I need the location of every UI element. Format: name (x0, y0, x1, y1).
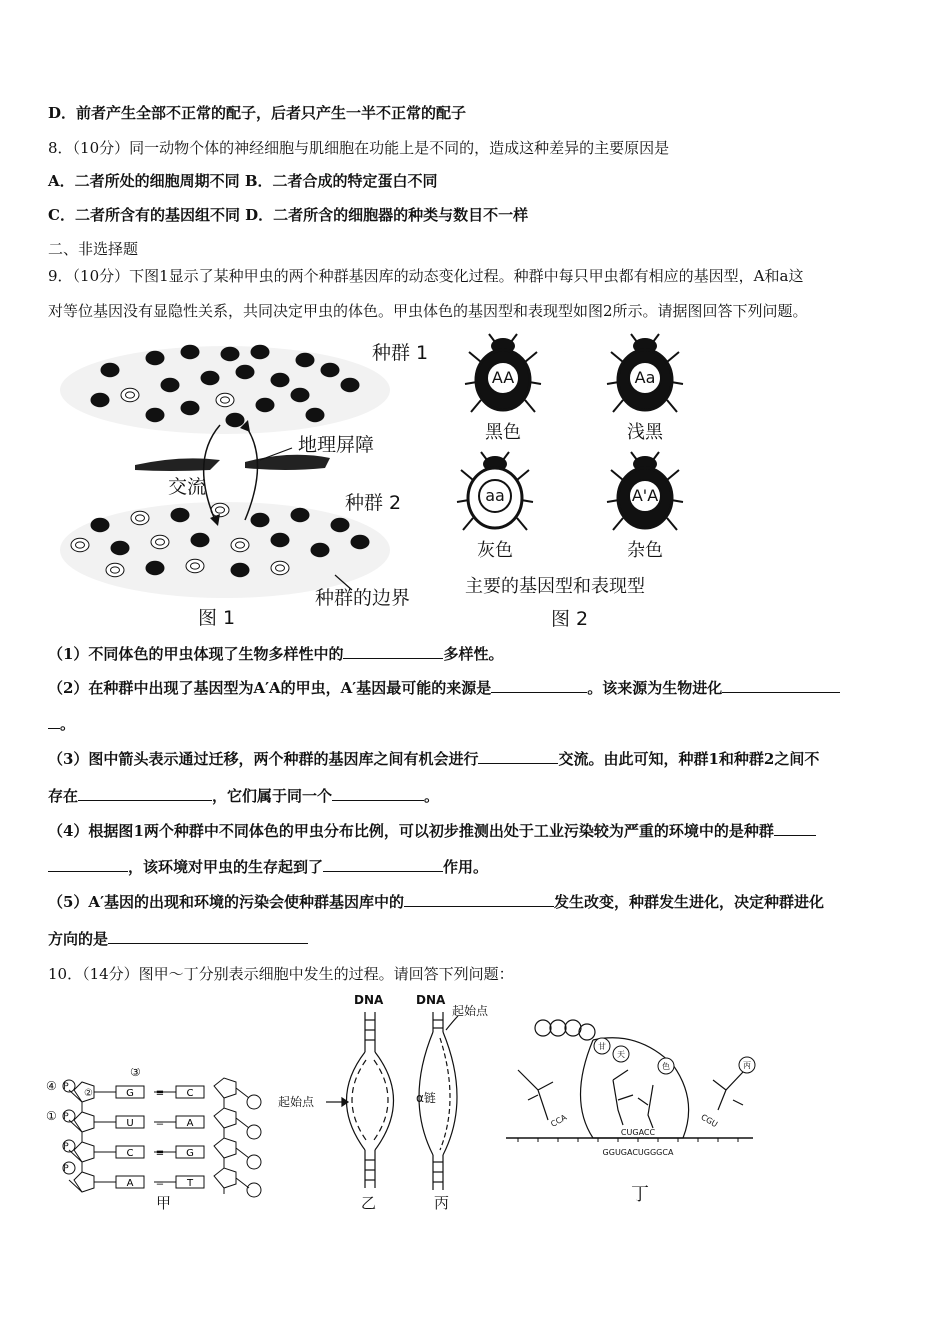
figure-1 (60, 330, 450, 630)
exchange-label: 交流 (168, 476, 207, 498)
phenotype-label: 黑色 (485, 422, 521, 443)
q9-s3-tail: 。 (424, 787, 440, 805)
genotype-label: AA (491, 368, 515, 387)
figure-2-caption: 图 2 (551, 608, 589, 630)
beetle-mark (181, 401, 199, 415)
mark-3: ③ (130, 1068, 141, 1079)
mrna-sequence: GGUGACUGGGCA (602, 1148, 674, 1157)
beetle-mark (306, 408, 324, 422)
bing-dna-label: DNA (416, 993, 446, 1007)
barrier-label: 地理屏障 (298, 434, 375, 456)
beetle-mark (331, 518, 349, 532)
yi-origin-label: 起始点 (278, 1095, 315, 1109)
phenotype-label: 灰色 (477, 540, 513, 561)
beetle-figure-aa (605, 332, 685, 447)
answer-blank[interactable] (332, 786, 424, 801)
hydrogen-bond: ≡ (155, 1148, 165, 1159)
hydrogen-bond: = (155, 1178, 165, 1189)
answer-blank[interactable] (108, 929, 308, 944)
q7-option-d: D．前者产生全部不正常的配子，后者只产生一半不正常的配子 (48, 104, 467, 122)
beetle-mark (131, 511, 149, 525)
beetle-mark (226, 413, 244, 427)
answer-blank[interactable] (722, 678, 840, 693)
answer-blank[interactable] (774, 821, 816, 836)
q9-s4-tail: 作用。 (443, 858, 489, 876)
figure-jia (44, 1068, 274, 1218)
q9-s3-mid: 交流。由此可知，种群1和种群2之间不 (558, 750, 820, 768)
beetle-mark (186, 559, 204, 573)
beetle-mark (181, 345, 199, 359)
q9-sub-2 (48, 677, 840, 698)
base-left: C (126, 1148, 134, 1159)
beetle-mark (151, 535, 169, 549)
mark-1: ① (46, 1109, 57, 1123)
q8-options-ab: A．二者所处的细胞周期不同 B．二者合成的特定蛋白不同 (48, 172, 438, 190)
phosphate-3: P (63, 1142, 69, 1152)
pop1-label: 种群 1 (372, 342, 429, 364)
beetle-mark (321, 363, 339, 377)
figure-bing (410, 990, 510, 1215)
beetle-mark (251, 513, 269, 527)
genotype-label: Aa (634, 368, 656, 387)
base-right: T (186, 1178, 194, 1189)
q9-sub-3 (48, 748, 819, 769)
base-right: G (186, 1148, 194, 1159)
q9-sub-3-cont (48, 785, 439, 806)
yi-dna-label: DNA (354, 993, 384, 1007)
hydrogen-bond: = (155, 1118, 165, 1129)
base-right: C (186, 1088, 194, 1099)
q8-options-cd: C．二者所含有的基因组不同 D．二者所含的细胞器的种类与数目不一样 (48, 206, 529, 224)
beetle-mark (271, 561, 289, 575)
beetle-mark (101, 363, 119, 377)
beetle-mark (291, 508, 309, 522)
beetle-mark (191, 533, 209, 547)
figure-yi-caption: 乙 (361, 1194, 377, 1212)
answer-blank[interactable] (78, 786, 212, 801)
q9-s3-same: ，它们属于同一个 (212, 787, 333, 805)
q9-stem-2: 对等位基因没有显隐性关系，共同决定甲虫的体色。甲虫体色的基因型和表现型如图2所示。请据图回答下列问题。 (48, 302, 808, 320)
anticodon-3: CGU (699, 1112, 720, 1130)
amino-acid-1: 甘 (598, 1042, 606, 1051)
answer-blank[interactable] (48, 857, 128, 872)
beetle-mark (251, 345, 269, 359)
section-heading: 二、非选择题 (48, 240, 139, 258)
q9-s5-text: （5）A′基因的出现和环境的污染会使种群基因库中的 (48, 893, 405, 911)
q9-stem-1: 9．（10分）下图1显示了某种甲虫的两个种群基因库的动态变化过程。种群中每只甲虫都有相应的基因型，A和a这 (48, 267, 804, 285)
figure-2-subtitle: 主要的基因型和表现型 (465, 576, 645, 597)
base-left: G (126, 1088, 134, 1099)
figure-2 (455, 332, 705, 632)
beetle-figure-aa (455, 450, 535, 565)
beetle-mark (171, 508, 189, 522)
beetle-mark (231, 563, 249, 577)
base-right: A (186, 1118, 194, 1129)
answer-blank[interactable] (478, 749, 558, 764)
genotype-label: A'A (631, 486, 659, 505)
boundary-label: 种群的边界 (315, 587, 411, 609)
q9-s5-mid: 发生改变，种群发生进化，决定种群进化 (554, 893, 825, 911)
figure-jia-caption: 甲 (156, 1194, 172, 1212)
answer-blank[interactable] (404, 892, 554, 907)
beetle-figure-aa (463, 332, 543, 447)
q9-s2-text: （2）在种群中出现了基因型为A′A的甲虫，A′基因最可能的来源是 (48, 679, 492, 697)
beetle-mark (146, 561, 164, 575)
q9-s1-text: （1）不同体色的甲虫体现了生物多样性中的 (48, 645, 344, 663)
q9-sub-5 (48, 891, 824, 912)
q9-sub-4 (48, 820, 816, 841)
q9-s3-exist: 存在 (48, 787, 79, 805)
beetle-mark (231, 538, 249, 552)
beetle-mark (111, 541, 129, 555)
answer-blank[interactable] (491, 678, 587, 693)
beetle-mark (71, 538, 89, 552)
q9-s2-tail: 。 (60, 715, 76, 733)
beetle-mark (91, 518, 109, 532)
figure-ding-caption: 丁 (631, 1184, 649, 1205)
amino-acid-4: 丙 (743, 1061, 751, 1070)
figure-yi (278, 990, 398, 1215)
q9-sub-5-cont (48, 928, 308, 949)
beetle-mark (311, 543, 329, 557)
figure-bing-caption: 丙 (434, 1194, 450, 1212)
q10-stem: 10．（14分）图甲～丁分别表示细胞中发生的过程。请回答下列问题： (48, 965, 514, 983)
beetle-mark (291, 388, 309, 402)
anticodon-1: CCA (549, 1112, 569, 1129)
beetle-mark (216, 393, 234, 407)
genotype-label: aa (485, 486, 505, 505)
phenotype-label: 浅黑 (627, 422, 663, 443)
figure-ding (498, 1010, 763, 1210)
beetle-mark (146, 408, 164, 422)
amino-acid-2: 天 (617, 1050, 625, 1059)
phosphate-1: P (63, 1082, 69, 1092)
anticodon-2: CUGACC (620, 1128, 656, 1137)
beetle-mark (201, 371, 219, 385)
beetle-mark (121, 388, 139, 402)
base-left: A (126, 1178, 134, 1189)
beetle-mark (161, 378, 179, 392)
phosphate-2: P (63, 1112, 69, 1122)
q9-s5-tail: 方向的是 (48, 930, 109, 948)
q9-sub-2-cont (48, 713, 75, 734)
answer-blank[interactable] (343, 644, 443, 659)
beetle-figure-apa (605, 450, 685, 565)
beetle-mark (351, 535, 369, 549)
beetle-mark (146, 351, 164, 365)
bing-origin-label: 起始点 (452, 1004, 489, 1018)
mark-2: ② (84, 1088, 93, 1099)
q9-s4-mid: ，该环境对甲虫的生存起到了 (128, 858, 324, 876)
answer-blank[interactable] (48, 714, 60, 729)
amino-acid-3: 色 (662, 1062, 670, 1071)
base-left: U (126, 1118, 134, 1129)
bing-strand-label: α链 (416, 1091, 436, 1105)
beetle-mark (221, 347, 239, 361)
mark-4: ④ (46, 1079, 57, 1093)
beetle-mark (236, 365, 254, 379)
q9-s3-text: （3）图中箭头表示通过迁移，两个种群的基因库之间有机会进行 (48, 750, 479, 768)
q8-stem: 8．（10分）同一动物个体的神经细胞与肌细胞在功能上是不同的，造成这种差异的主要原因是 (48, 139, 670, 157)
beetle-mark (296, 353, 314, 367)
pop2-label: 种群 2 (345, 492, 402, 514)
beetle-mark (256, 398, 274, 412)
q9-s4-text: （4）根据图1两个种群中不同体色的甲虫分布比例，可以初步推测出处于工业污染较为严重的环境中的是种群 (48, 822, 774, 840)
figure-1-caption: 图 1 (198, 607, 236, 629)
beetle-mark (271, 373, 289, 387)
beetle-mark (271, 533, 289, 547)
hydrogen-bond: ≡ (155, 1088, 165, 1099)
q9-s1-tail: 多样性。 (443, 645, 504, 663)
q9-s2-mid: 。该来源为生物进化 (587, 679, 723, 697)
q9-sub-4-cont (48, 856, 488, 877)
phenotype-label: 杂色 (627, 540, 663, 561)
answer-blank[interactable] (323, 857, 443, 872)
phosphate-4: P (63, 1164, 69, 1174)
beetle-mark (106, 563, 124, 577)
beetle-mark (341, 378, 359, 392)
q9-sub-1 (48, 643, 503, 664)
beetle-mark (91, 393, 109, 407)
beetle-mark (211, 503, 229, 517)
